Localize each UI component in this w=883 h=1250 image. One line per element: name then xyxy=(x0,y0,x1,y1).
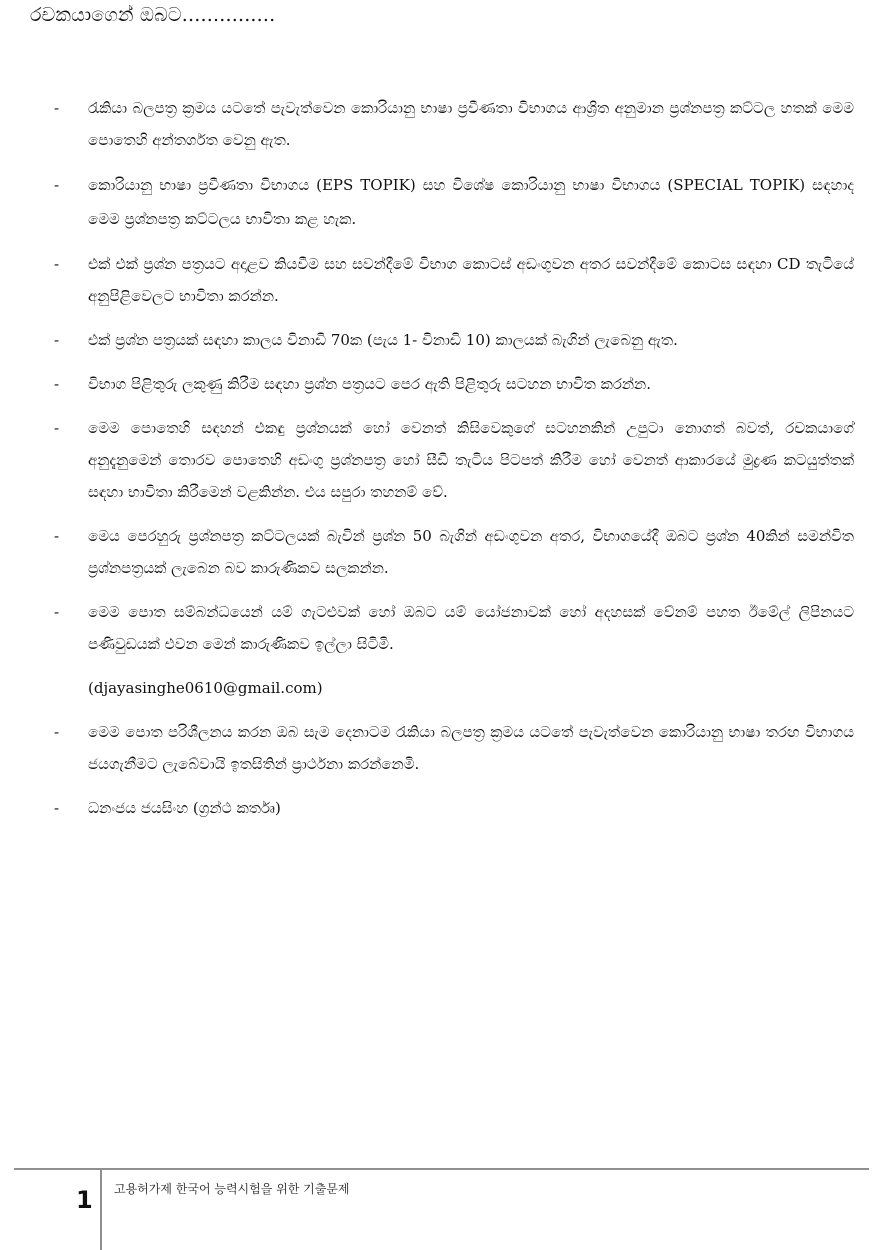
content-list xyxy=(54,92,854,836)
contact-email: (djayasinghe0610@gmail.com) xyxy=(88,679,323,697)
list-item-text: කොරියානු භාෂා ප්‍රවීණතා විභාගය (EPS TOPIK) සහ විශේෂ කොරියානු භාෂා විභාගය (SPECIAL TOPIK) සඳහාද මෙම ප්‍රශ්නපත්‍ර කට්ටලය භාවිතා කළ හැක. xyxy=(88,176,854,228)
list-marker: - xyxy=(54,527,60,545)
list-item xyxy=(54,324,854,356)
list-marker: - xyxy=(54,255,60,273)
list-marker: - xyxy=(54,419,60,437)
list-marker: - xyxy=(54,603,60,621)
list-item xyxy=(54,596,854,660)
author-signature xyxy=(54,792,854,824)
footer-title: 고용허가제 한국어 능력시험을 위한 기출문제 xyxy=(114,1182,350,1196)
list-marker: - xyxy=(54,99,60,117)
list-item xyxy=(54,168,854,236)
list-marker: - xyxy=(54,176,60,194)
list-item xyxy=(54,520,854,584)
list-item-text: එක් ප්‍රශ්න පත්‍රයක් සඳහා කාලය විනාඩි 70ක (පැය 1- විනාඩි 10) කාලයක් බැගින් ලැබෙනු ඇත. xyxy=(88,331,678,349)
list-item-text: එක් එක් ප්‍රශ්න පත්‍රයට අදාළව කියවීම සහ සවන්දීමේ විභාග කොටස් අඩංගුවන අතර සවන්දීමේ කොටස සඳහා CD තැටියේ අනුපිළිවෙලට භාවිතා කරන්න. xyxy=(88,255,854,305)
list-marker: - xyxy=(54,799,60,817)
list-marker: - xyxy=(54,331,60,349)
list-item-text: මෙම පොතෙහි සඳහන් එකඳු ප්‍රශ්නයක් හෝ වෙනත් කිසිවෙකුගේ සටහනකින් උපුටා නොගත් බවත්, රචකයාගේ අනුදැනුමෙන් තොරව පොතෙහි අඩංගු ප්‍රශ්නපත්‍ර හෝ සීඩී තැටිය පිටපත් කිරීම හෝ වෙනත් ආකාරයේ මුද්‍රණ කටයුත්තක් සඳහා භාවිතා කිරීමෙන් වළකින්න. එය සපුරා තහනම් වේ. xyxy=(88,419,854,501)
author-name: ධනංජය ජයසිංහ (ග්‍රන්ථ කර්තෘ) xyxy=(88,799,281,817)
page-number: 1 xyxy=(76,1186,93,1214)
list-item-text: විභාග පිළිතුරු ලකුණු කිරීම සඳහා ප්‍රශ්න පත්‍රයට පෙර ඇති පිළිතුරු සටහන භාවිත කරන්න. xyxy=(88,375,652,393)
list-item-text: මෙම පොත පරිශීලනය කරන ඔබ සැම දෙනාටම රැකියා බලපත්‍ර ක්‍රමය යටතේ පැවැත්වෙන කොරියානු භාෂා තරඟ විභාගය ජයගැනීමට ලැබේවායි ඉතසිතින් ප්‍රාර්ථනා කරන්නෙමි. xyxy=(88,723,854,773)
footer-rule xyxy=(14,1168,869,1170)
page-title: රචකයාගෙන් ඔබට............... xyxy=(30,4,276,26)
list-marker: - xyxy=(54,375,60,393)
list-marker: - xyxy=(54,723,60,741)
list-item xyxy=(54,412,854,508)
list-item-text: මෙය පෙරහුරු ප්‍රශ්නපත්‍ර කට්ටලයක් බැවින් ප්‍රශ්න 50 බැගින් අඩංගුවන අතර, විභාගයේදී ඔබට ප්‍රශ්න 40කින් සමන්විත ප්‍රශ්නපත්‍රයක් ලැබෙන බව කාරුණිකව සලකන්න. xyxy=(88,527,854,577)
list-item xyxy=(54,92,854,156)
list-item xyxy=(54,248,854,312)
footer-divider xyxy=(100,1170,102,1250)
list-item-text: මෙම පොත සම්බන්ධයෙන් යම් ගැටළුවක් හෝ ඔබට යම් යෝජනාවක් හෝ අදහසක් වේනම් පහත ඊමේල් ලිපිනයට පණිවුඩයක් එවන මෙන් කාරුණිකව ඉල්ලා සිටිමි. xyxy=(88,603,854,653)
list-item xyxy=(54,716,854,780)
list-item-text: රැකියා බලපත්‍ර ක්‍රමය යටතේ පැවැත්වෙන කොරියානු භාෂා ප්‍රවීණතා විභාගය ආශ්‍රිත අනුමාන ප්‍රශ්නපත්‍ර කට්ටල හතක් මෙම පොතෙහි අන්තර්ගත වෙනු ඇත. xyxy=(88,99,854,149)
list-item xyxy=(54,368,854,400)
